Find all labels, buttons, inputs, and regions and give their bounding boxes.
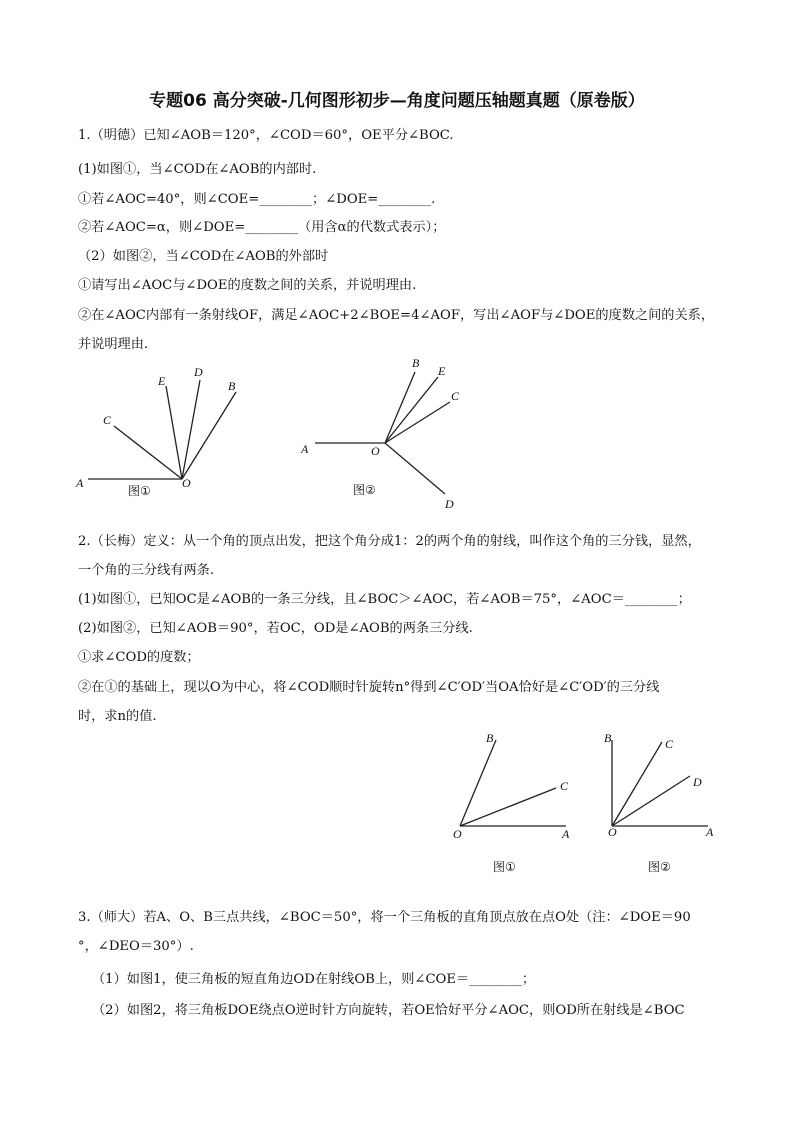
label-B: B: [412, 356, 420, 370]
label-O: O: [371, 444, 380, 458]
ray-OC: [612, 742, 662, 826]
problem1-part2a: ①请写出∠AOC与∠DOE的度数之间的关系，并说明理由.: [78, 278, 417, 293]
problem2-figure1: [448, 728, 588, 878]
label-O: O: [608, 825, 617, 839]
ray-OE: [166, 386, 182, 479]
figure-caption: 图②: [648, 860, 671, 874]
label-C: C: [665, 737, 674, 751]
problem2-figure2: [600, 728, 730, 878]
label-A: A: [301, 442, 309, 456]
ray-OD: [385, 443, 445, 494]
problem2-stem: 2.（长梅）定义：从一个角的顶点出发，把这个角分成1：2的两个角的射线，叫作这个角的三分钱，显然，: [78, 534, 701, 549]
label-B: B: [486, 731, 494, 745]
problem1-figure2: [295, 352, 495, 512]
problem1-figure1: [70, 360, 270, 505]
problem3-part1: （1）如图1，使三角板的短直角边OD在射线OB上，则∠COE＝________；: [92, 972, 536, 987]
problem1-part2b-cont: 并说明理由.: [78, 337, 149, 352]
label-D: D: [194, 365, 203, 379]
figure-caption: 图①: [493, 860, 516, 874]
ray-OD: [612, 776, 690, 826]
page-title: 专题06 高分突破-几何图形初步—角度问题压轴题真题（原卷版）: [149, 91, 645, 111]
problem1-part2b: ②在∠AOC内部有一条射线OF，满足∠AOC+2∠BOE=4∠AOF，写出∠AOF与∠DOE的度数之间的关系，: [78, 308, 715, 323]
problem2-stem-cont: 一个角的三分线有两条.: [78, 563, 215, 578]
ray-OB: [385, 372, 415, 443]
problem2-part1: (1)如图①，已知OC是∠AOB的一条三分线，且∠BOC＞∠AOC，若∠AOB＝75°，∠AOC＝________；: [78, 592, 691, 607]
label-C: C: [451, 389, 460, 403]
figure-caption: 图①: [128, 484, 151, 498]
problem3-stem: 3.（师大）若A、O、B三点共线，∠BOC＝50°，将一个三角板的直角顶点放在点O处（注：∠DOE＝90: [78, 910, 691, 925]
problem2-part2b-cont: 时，求n的值.: [78, 709, 157, 724]
problem2-part2: (2)如图②，已知∠AOB＝90°，若OC，OD是∠AOB的两条三分线.: [78, 621, 473, 636]
label-E: E: [438, 364, 446, 378]
ray-OC: [385, 402, 450, 443]
label-A: A: [562, 827, 570, 841]
label-C: C: [560, 779, 569, 793]
problem2-part2a: ①求∠COD的度数；: [78, 650, 200, 665]
ray-OC: [114, 426, 182, 479]
ray-OE: [385, 377, 438, 443]
label-B: B: [604, 731, 612, 745]
problem3-part2: （2）如图2，将三角板DOE绕点O逆时针方向旋转，若OE恰好平分∠AOC，则OD所在射线是∠BOC: [92, 1003, 685, 1018]
problem1-part1a: ①若∠AOC=40°，则∠COE=________；∠DOE=________.: [78, 192, 436, 207]
problem1-part1: (1)如图①，当∠COD在∠AOB的内部时.: [78, 162, 317, 177]
label-D: D: [445, 497, 454, 511]
problem1-part1b: ②若∠AOC=α，则∠DOE=________（用含α的代数式表示）；: [78, 220, 446, 235]
problem1-part2: （2）如图②，当∠COD在∠AOB的外部时: [78, 249, 329, 264]
label-B: B: [228, 379, 236, 393]
label-O: O: [453, 827, 462, 841]
label-D: D: [693, 775, 702, 789]
problem3-stem-cont: °，∠DEO＝30°）.: [78, 939, 194, 954]
figure-caption: 图②: [353, 483, 376, 497]
label-E: E: [158, 374, 166, 388]
problem1-stem: 1.（明德）已知∠AOB＝120°，∠COD＝60°，OE平分∠BOC.: [78, 128, 454, 143]
label-A: A: [76, 476, 84, 490]
label-O: O: [182, 476, 191, 490]
problem2-part2b: ②在①的基础上，现以O为中心，将∠COD顺时针旋转n°得到∠C′OD′当OA恰好是∠C′OD′的三分线: [78, 680, 660, 695]
label-A: A: [706, 825, 714, 839]
label-C: C: [103, 413, 112, 427]
ray-OB: [460, 740, 496, 826]
ray-OC: [460, 788, 556, 826]
